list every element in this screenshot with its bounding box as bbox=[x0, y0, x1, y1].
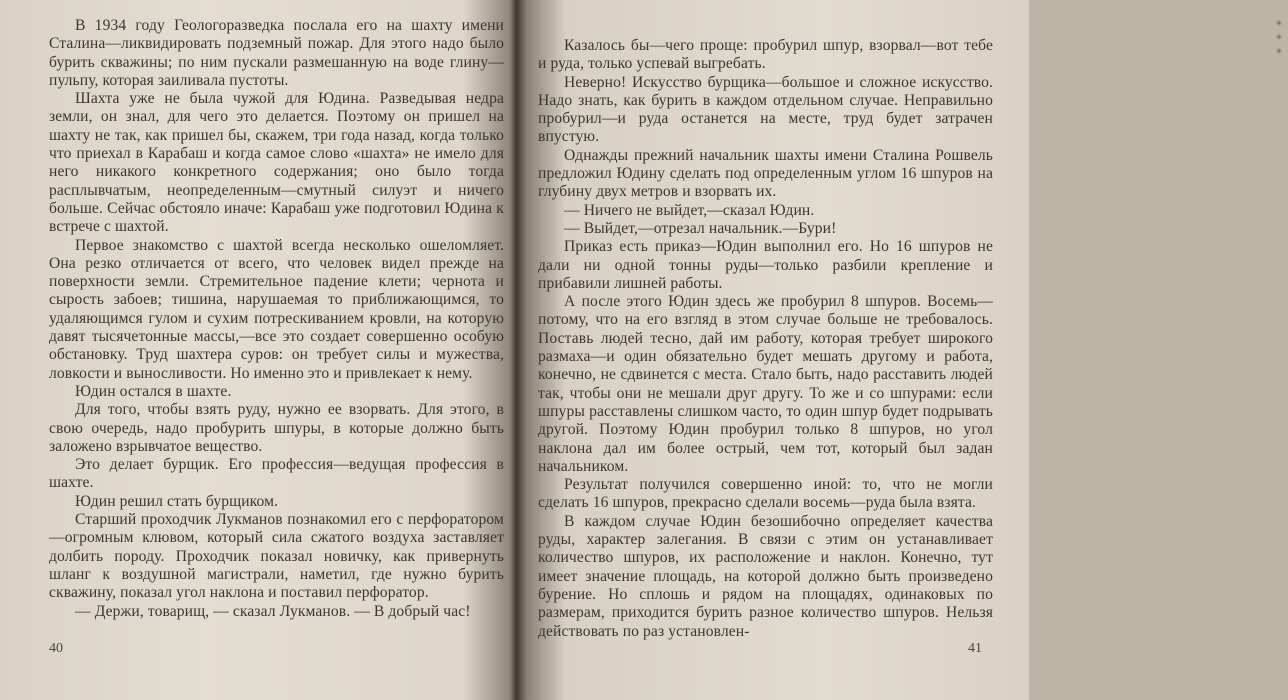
paragraph: Старший проходчик Лукманов познакомил его с перфоратором—огромным клювом, который сила сжатого воздуха заставляет долбить породу. Проходчик показал новичку, как привернуть шланг к воздушной магистрали, наметил, где нужно бурить скважину, показал угол наклона и поставил перфоратор. bbox=[49, 511, 504, 602]
left-page bbox=[0, 0, 514, 700]
paragraph: В каждом случае Юдин безошибочно определяет качества руды, характер залегания. В связи с этим он устанавливает количество шпуров, их расположение и наклон. Конечно, тут имеет значение площадь, на которой должно быть произведено бурение. Но сплошь и рядом на площадях, одинаковых по размерам, приходится бурить разное количество шпуров. Нельзя действовать по раз установлен- bbox=[538, 512, 993, 640]
paragraph: Результат получился совершенно иной: то, что не могли сделать 16 шпуров, прекрасно сделали восемь—руда была взята. bbox=[538, 476, 993, 512]
paragraph: — Выйдет,—отрезал начальник.—Бури! bbox=[564, 219, 837, 237]
right-page-text bbox=[538, 37, 993, 641]
paragraph: Казалось бы—чего проще: пробурил шпур, взорвал—вот тебе и руда, только успевай выгребать. bbox=[538, 37, 993, 73]
paragraph: В 1934 году Геологоразведка послала его на шахту имени Сталина—ликвидировать подземный пожар. Для этого надо было бурить скважины; по ним пускали размешанную на воде глину—пульпу, которая заиливала пустоты. bbox=[49, 17, 504, 89]
section-separator: * * * bbox=[1276, 18, 1288, 60]
right-page bbox=[516, 0, 1288, 700]
page-number-right: 41 bbox=[968, 641, 982, 656]
paragraph: Приказ есть приказ—Юдин выполнил его. Но 16 шпуров не дали ни одной тонны руды—только разбили крепление и прибавили лишней работы. bbox=[538, 238, 993, 292]
paragraph: Юдин остался в шахте. bbox=[75, 382, 232, 400]
paragraph: Юдин решил стать бурщиком. bbox=[75, 492, 279, 510]
paragraph: Неверно! Искусство бурщика—большое и сложное искусство. Надо знать, как бурить в каждом отдельном случае. Неправильно пробурил—и руда останется на месте, труд будет затрачен впустую. bbox=[538, 73, 993, 146]
paragraph: — Держи, товарищ, — сказал Лукманов. — В добрый час! bbox=[75, 602, 471, 620]
paragraph: Шахта уже не была чужой для Юдина. Разведывая недра земли, он знал, для чего это делается. Поэтому он пришел на шахту не так, как пришел бы, скажем, три года назад, когда только что приехал в Карабаш и когда самое слово «шахта» не имело для него никакого конкретного содержания; оно было тогда расплывчатым, неопределенным—смутный силуэт и ничего больше. Сейчас обстояло иначе: Карабаш уже подготовил Юдина к встрече с шахтой. bbox=[49, 90, 504, 236]
paragraph: — Ничего не выйдет,—сказал Юдин. bbox=[564, 201, 815, 219]
paragraph: Это делает бурщик. Его профессия—ведущая профессия в шахте. bbox=[49, 456, 504, 492]
left-page-text bbox=[49, 17, 504, 621]
paragraph: Однажды прежний начальник шахты имени Сталина Рошвель предложил Юдину сделать под определенным углом 16 шпуров на глубину двух метров и взорвать их. bbox=[538, 146, 993, 201]
paragraph: А после этого Юдин здесь же пробурил 8 шпуров. Восемь—потому, что на его взгляд в этом случае больше не требовалось. Поставь людей тесно, дай им работу, которая требует широкого размаха—и один обязательно будет мешать другому и работа, конечно, не сдвинется с места. Стало быть, надо расставить людей так, чтобы они не мешали друг другу. То же и со шпурами: если шпуры расставлены слишком часто, то один шпур будет подрывать другой. Поэтому Юдин пробурил только 8 шпуров, но угол наклона дал им более острый, чем тот, который был задан начальником. bbox=[538, 293, 993, 475]
paragraph: Первое знакомство с шахтой всегда несколько ошеломляет. Она резко отличается от всего, что человек видел прежде на поверхности земли. Стремительное падение клети; чернота и сырость забоев; тишина, нарушаемая то приближающимся, то удаляющимся гулом и сухим потрескиванием кровли, на которую давят тысячетонные массы,—все это создает совершенно особую обстановку. Труд шахтера суров: он требует силы и мужества, ловкости и выносливости. Но именно это и привлекает к нему. bbox=[49, 236, 504, 382]
page-number-left: 40 bbox=[49, 641, 63, 656]
paragraph: Для того, чтобы взять руду, нужно ее взорвать. Для этого, в свою очередь, надо пробурить шпуры, в которые должно быть заложено взрывчатое вещество. bbox=[49, 401, 504, 455]
